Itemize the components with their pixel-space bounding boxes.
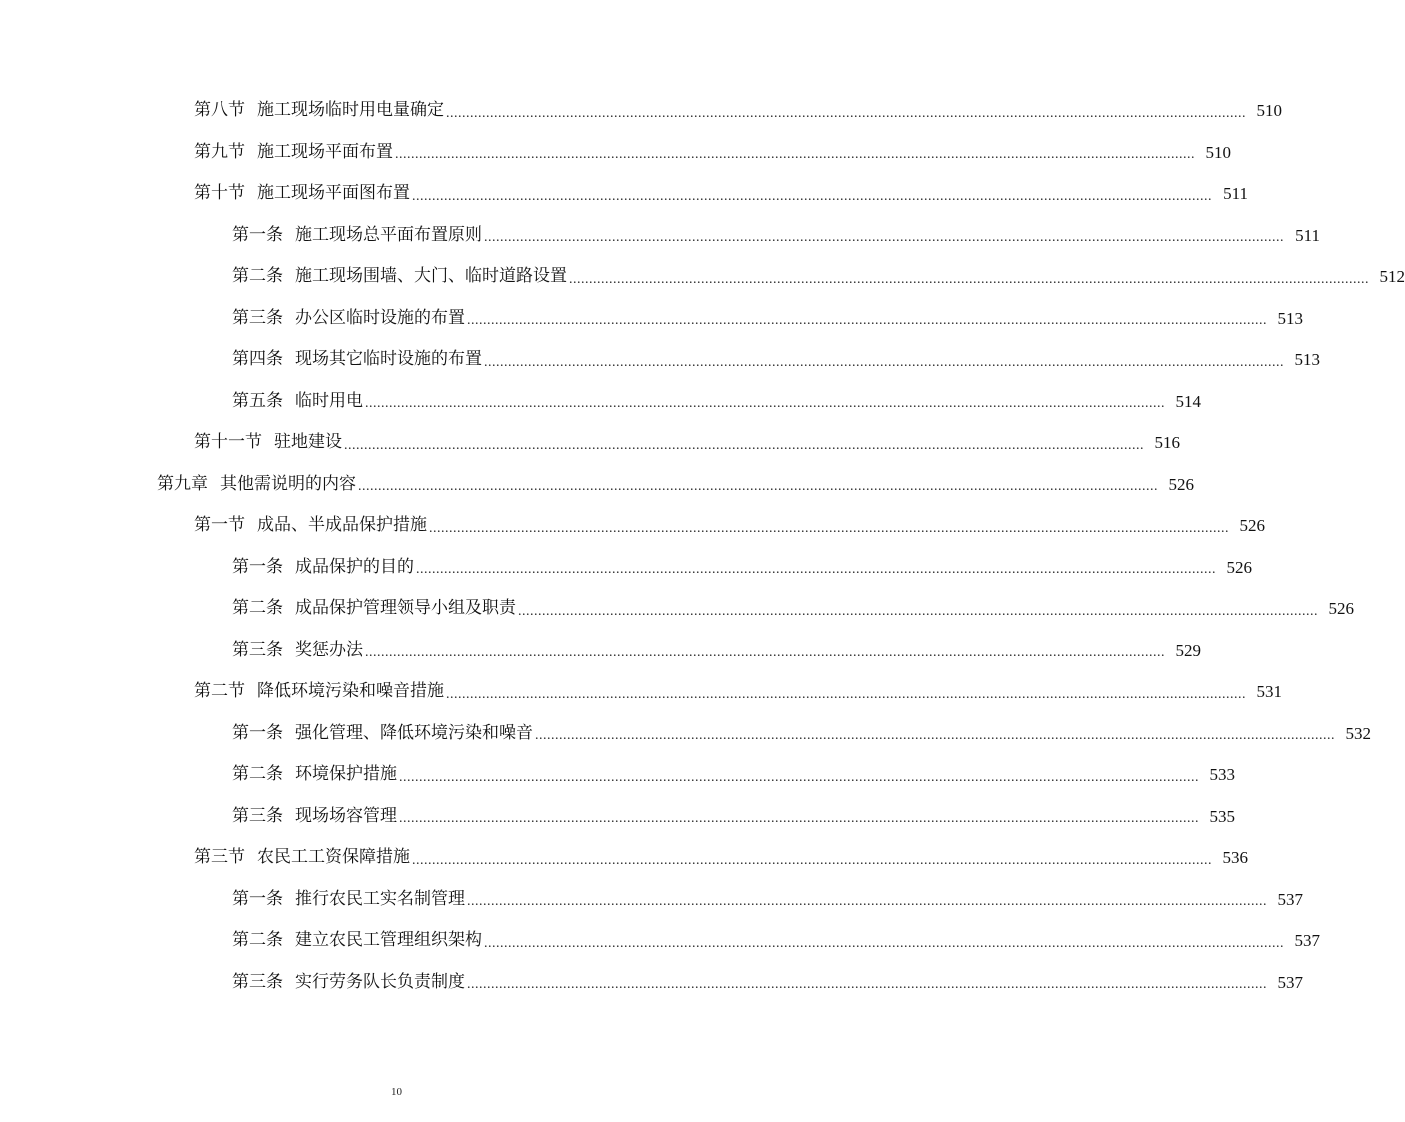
toc-entry-title: 其他需说明的内容 <box>220 473 356 494</box>
toc-entry[interactable] <box>0 962 1303 1004</box>
toc-entry[interactable] <box>0 713 1371 755</box>
toc-leader-dots: ........................................................................................................................................................................................................ <box>412 188 1212 204</box>
toc-entry-title: 成品保护的目的 <box>295 556 414 577</box>
toc-entry[interactable] <box>0 132 1231 174</box>
toc-leader-dots: ........................................................................................................................................................................................................ <box>569 271 1369 287</box>
toc-leader-dots: ........................................................................................................................................................................................................ <box>399 811 1199 827</box>
toc-leader-dots: ........................................................................................................................................................................................................ <box>484 230 1284 246</box>
toc-entry-title: 强化管理、降低环境污染和噪音 <box>295 722 533 743</box>
toc-entry[interactable] <box>0 920 1320 962</box>
toc-entry-number: 第一条 <box>232 224 283 245</box>
toc-entry-page: 526 <box>1328 599 1354 619</box>
toc-entry[interactable] <box>0 215 1320 257</box>
toc-entry-number: 第九节 <box>194 141 245 162</box>
toc-entry[interactable] <box>0 256 1405 298</box>
toc-entry[interactable] <box>0 381 1201 423</box>
toc-entry-title: 实行劳务队长负责制度 <box>295 971 465 992</box>
toc-leader-dots: ........................................................................................................................................................................................................ <box>365 396 1165 412</box>
toc-entry-number: 第一条 <box>232 722 283 743</box>
toc-leader-dots: ........................................................................................................................................................................................................ <box>484 935 1284 951</box>
toc-entry-page: 510 <box>1205 142 1231 162</box>
toc-entry-number: 第二节 <box>194 681 245 702</box>
toc-entry-title: 施工现场临时用电量确定 <box>257 100 444 121</box>
toc-leader-dots: ........................................................................................................................................................................................................ <box>399 769 1199 785</box>
toc-entry-number: 第三节 <box>194 847 245 868</box>
toc-entry-page: 526 <box>1168 474 1194 494</box>
toc-entry-page: 536 <box>1222 848 1248 868</box>
table-of-contents <box>0 90 1405 1003</box>
toc-entry[interactable] <box>0 339 1320 381</box>
toc-entry-title: 施工现场平面布置 <box>257 141 393 162</box>
toc-entry[interactable] <box>0 547 1252 589</box>
toc-leader-dots: ........................................................................................................................................................................................................ <box>358 479 1158 495</box>
toc-entry-page: 510 <box>1256 101 1282 121</box>
toc-leader-dots: ........................................................................................................................................................................................................ <box>535 728 1335 744</box>
toc-entry-page: 533 <box>1209 765 1235 785</box>
toc-entry-number: 第四条 <box>232 349 283 370</box>
toc-entry[interactable] <box>0 879 1303 921</box>
toc-entry-page: 516 <box>1154 433 1180 453</box>
toc-entry[interactable] <box>0 630 1201 672</box>
toc-entry-number: 第二条 <box>232 764 283 785</box>
toc-entry-number: 第五条 <box>232 390 283 411</box>
toc-entry[interactable] <box>0 754 1235 796</box>
toc-entry[interactable] <box>0 837 1248 879</box>
toc-entry-number: 第八节 <box>194 100 245 121</box>
toc-entry-page: 512 <box>1379 267 1405 287</box>
toc-leader-dots: ........................................................................................................................................................................................................ <box>467 313 1267 329</box>
toc-leader-dots: ........................................................................................................................................................................................................ <box>467 894 1267 910</box>
toc-entry-number: 第一条 <box>232 556 283 577</box>
toc-entry-title: 临时用电 <box>295 390 363 411</box>
toc-entry-title: 施工现场围墙、大门、临时道路设置 <box>295 266 567 287</box>
toc-entry-page: 537 <box>1294 931 1320 951</box>
toc-entry-number: 第二条 <box>232 598 283 619</box>
page-number: 10 <box>391 1086 402 1098</box>
toc-entry-page: 526 <box>1226 557 1252 577</box>
toc-entry-number: 第十一节 <box>194 432 262 453</box>
toc-entry-title: 施工现场平面图布置 <box>257 183 410 204</box>
toc-entry[interactable] <box>0 173 1248 215</box>
toc-entry-title: 现场其它临时设施的布置 <box>295 349 482 370</box>
toc-entry[interactable] <box>0 796 1235 838</box>
toc-leader-dots: ........................................................................................................................................................................................................ <box>484 354 1284 370</box>
toc-entry-title: 办公区临时设施的布置 <box>295 307 465 328</box>
toc-entry-title: 成品保护管理领导小组及职责 <box>295 598 516 619</box>
toc-entry-number: 第三条 <box>232 307 283 328</box>
toc-leader-dots: ........................................................................................................................................................................................................ <box>395 147 1195 163</box>
toc-entry-title: 推行农民工实名制管理 <box>295 888 465 909</box>
toc-leader-dots: ........................................................................................................................................................................................................ <box>416 562 1216 578</box>
toc-entry-title: 农民工工资保障措施 <box>257 847 410 868</box>
toc-entry-title: 成品、半成品保护措施 <box>257 515 427 536</box>
toc-entry-number: 第十节 <box>194 183 245 204</box>
toc-entry[interactable] <box>0 505 1265 547</box>
toc-entry-page: 535 <box>1209 806 1235 826</box>
toc-entry-number: 第九章 <box>157 473 208 494</box>
toc-entry-title: 驻地建设 <box>274 432 342 453</box>
toc-leader-dots: ........................................................................................................................................................................................................ <box>446 686 1246 702</box>
toc-leader-dots: ........................................................................................................................................................................................................ <box>446 105 1246 121</box>
toc-entry-number: 第二条 <box>232 266 283 287</box>
toc-entry-number: 第一节 <box>194 515 245 536</box>
toc-entry-title: 降低环境污染和噪音措施 <box>257 681 444 702</box>
toc-entry[interactable] <box>0 671 1282 713</box>
toc-entry-number: 第三条 <box>232 639 283 660</box>
toc-leader-dots: ........................................................................................................................................................................................................ <box>467 977 1267 993</box>
toc-entry-number: 第二条 <box>232 930 283 951</box>
toc-entry-page: 511 <box>1223 184 1248 204</box>
toc-entry[interactable] <box>0 422 1180 464</box>
toc-entry-page: 511 <box>1295 225 1320 245</box>
toc-leader-dots: ........................................................................................................................................................................................................ <box>412 852 1212 868</box>
toc-entry-page: 513 <box>1277 308 1303 328</box>
toc-entry-title: 环境保护措施 <box>295 764 397 785</box>
toc-entry-page: 532 <box>1345 723 1371 743</box>
toc-leader-dots: ........................................................................................................................................................................................................ <box>344 437 1144 453</box>
toc-entry-page: 537 <box>1277 889 1303 909</box>
toc-entry-page: 529 <box>1175 640 1201 660</box>
toc-entry-title: 施工现场总平面布置原则 <box>295 224 482 245</box>
toc-entry[interactable] <box>0 90 1282 132</box>
toc-entry[interactable] <box>0 298 1303 340</box>
toc-entry-title: 奖惩办法 <box>295 639 363 660</box>
toc-entry-page: 537 <box>1277 972 1303 992</box>
toc-leader-dots: ........................................................................................................................................................................................................ <box>365 645 1165 661</box>
toc-entry-page: 526 <box>1239 516 1265 536</box>
toc-leader-dots: ........................................................................................................................................................................................................ <box>518 603 1318 619</box>
toc-entry-page: 513 <box>1294 350 1320 370</box>
toc-entry-title: 现场场容管理 <box>295 805 397 826</box>
toc-entry-page: 514 <box>1175 391 1201 411</box>
toc-entry[interactable] <box>0 464 1194 506</box>
toc-entry-number: 第三条 <box>232 805 283 826</box>
toc-entry-number: 第一条 <box>232 888 283 909</box>
toc-entry-title: 建立农民工管理组织架构 <box>295 930 482 951</box>
toc-entry[interactable] <box>0 588 1354 630</box>
toc-entry-number: 第三条 <box>232 971 283 992</box>
toc-entry-page: 531 <box>1256 682 1282 702</box>
toc-leader-dots: ........................................................................................................................................................................................................ <box>429 520 1229 536</box>
